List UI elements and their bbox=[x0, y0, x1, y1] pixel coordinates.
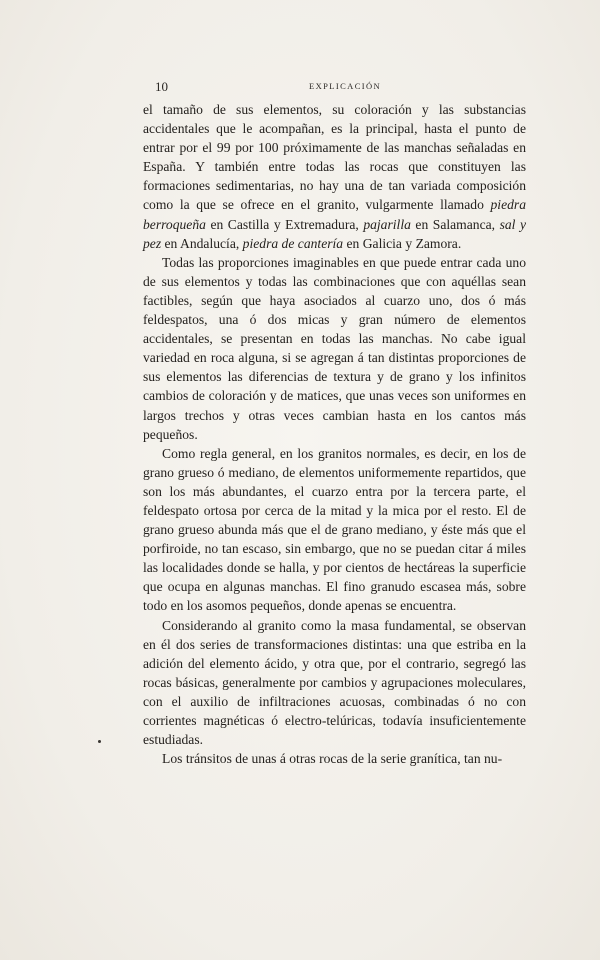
paragraph-text: en Salamanca, bbox=[410, 216, 500, 232]
printing-speck bbox=[98, 740, 101, 743]
paragraph-text: en Galicia y Zamora. bbox=[343, 235, 462, 251]
paragraph-text: el tamaño de sus elementos, su coloración y las substancias accidentales que le acompañan, es la principal, hasta el punto de entrar por el 99 por 100 próximamente de las manchas señaladas en España. Y también entre todas las rocas que constituyen las formaciones sedimentarias, no hay una de tan variada composición como la que se ofrece en el granito, vulgarmente llamado bbox=[143, 102, 526, 213]
running-head bbox=[143, 79, 526, 95]
paragraph-text: Considerando al granito como la masa fundamental, se observan en él dos series de transformaciones distintas: una que estriba en la adición del elemento ácido, y otra que, por el contrario, segregó las rocas básicas, generalmente por cambios y agrupaciones moleculares, con el auxilio de infiltraciones acuosas, combinadas ó no con corrientes magnéticas ó electro-telúricas, todavía insuficientemente estudiadas. bbox=[143, 617, 526, 748]
paragraph bbox=[143, 100, 526, 253]
running-title: EXPLICACIÓN bbox=[309, 81, 382, 91]
paragraph-text: en Andalucía, bbox=[161, 235, 243, 251]
paragraph-text: Todas las proporciones imaginables en que puede entrar cada uno de sus elementos y todas las combinaciones que con aquéllas sean factibles, según que haya asociados al cuarzo uno, dos ó más feldespatos, una ó dos micas y gran número de elementos accidentales, se presentan en todas las manchas. No cabe igual variedad en roca alguna, si se agregan á tan distintas proporciones de sus elementos las diferencias de textura y de grano y los infinitos cambios de coloración y de matices, que unas veces son uniformes en largos trechos y otras veces cambian hasta en los cantos más pequeños. bbox=[143, 254, 526, 442]
italic-term: piedra de cantería bbox=[242, 235, 344, 251]
italic-term: sal y pez bbox=[143, 216, 526, 251]
italic-term: piedra berroqueña bbox=[143, 197, 526, 232]
paragraph-text: Como regla general, en los granitos normales, es decir, en los de grano grueso ó mediano, de elementos uniformemente repartidos, que son los más abundantes, el cuarzo entra por la tercera parte, el feldespato ortosa por cerca de la mitad y la mica por el resto. El de grano grueso abunda más que el de grano mediano, y éste más que el porfiroide, no tan escaso, sin embargo, que no se puedan citar á miles las localidades donde se halla, y por cientos de hectáreas la superficie que ocupa en algunas manchas. El fino granudo escasea más, sobre todo en los asomos pequeños, donde apenas se encuentra. bbox=[143, 445, 526, 614]
paragraph-text: en Castilla y Extremadura, bbox=[205, 216, 364, 232]
page-number: 10 bbox=[155, 79, 168, 94]
paragraph bbox=[143, 616, 526, 750]
italic-term: pajarilla bbox=[363, 216, 411, 232]
body-text bbox=[143, 100, 526, 768]
paragraph-text: Los tránsitos de unas á otras rocas de la serie granítica, tan nu- bbox=[162, 751, 503, 767]
paragraph bbox=[143, 444, 526, 616]
paragraph bbox=[143, 253, 526, 444]
paragraph bbox=[143, 749, 526, 768]
